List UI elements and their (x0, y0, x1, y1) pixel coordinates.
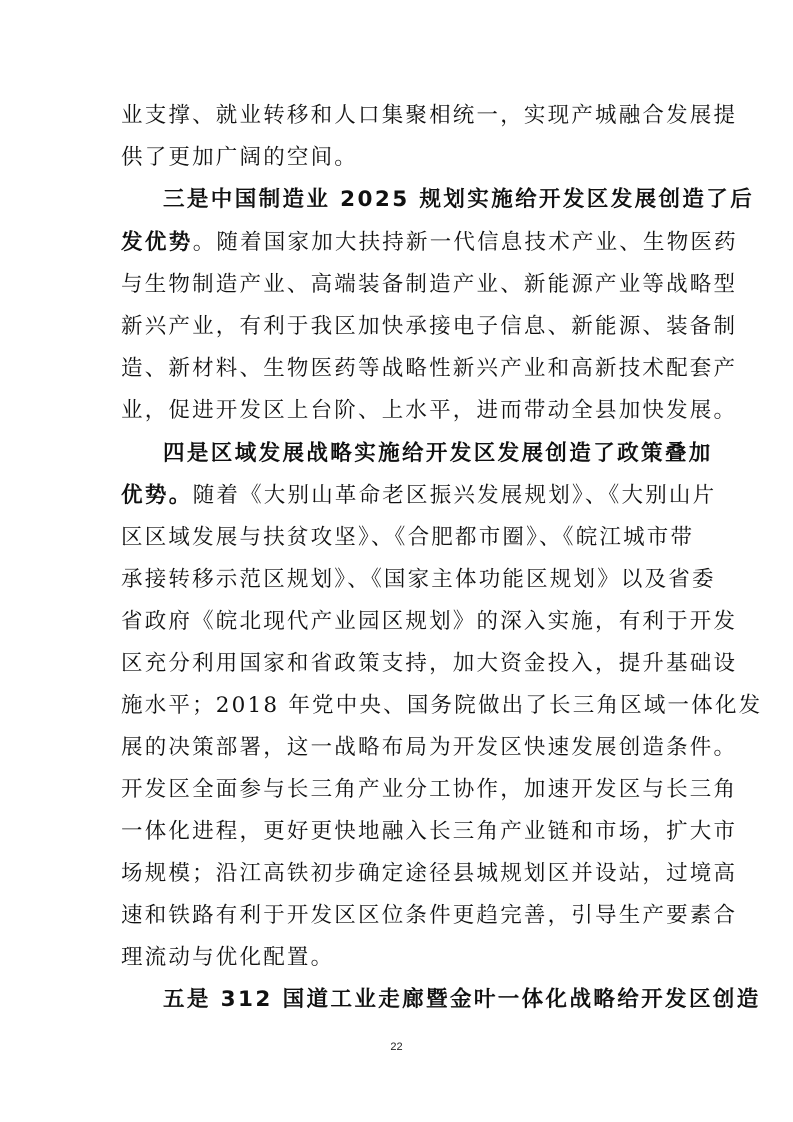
section-heading-4: 四是区域发展战略实施给开发区发展创造了政策叠加 (163, 441, 713, 466)
paragraph-line: 业支撑、就业转移和人口集聚相统一，实现产城融合发展提 (121, 103, 738, 128)
section-heading-4-tail: 优势。 (121, 483, 193, 508)
paragraph-line: 区充分利用国家和省政策支持，加大资金投入，提升基础设 (121, 651, 738, 676)
paragraph-line: 开发区全面参与长三角产业分工协作，加速开发区与长三角 (121, 777, 738, 802)
section-heading-5: 五是 312 国道工业走廊暨金叶一体化战略给开发区创造 (163, 987, 761, 1012)
paragraph-line: 区区域发展与扶贫攻坚》、《合肥都市圈》、《皖江城市带 (121, 525, 695, 550)
paragraph-line: 理流动与优化配置。 (121, 945, 335, 970)
paragraph-text: 随着《大别山革命老区振兴发展规划》、《大别山片 (192, 483, 717, 508)
paragraph-line: 施水平；2018 年党中央、国务院做出了长三角区域一体化发 (121, 693, 763, 718)
section-heading-3-tail: 发优势 (121, 230, 193, 255)
section-heading-3: 三是中国制造业 2025 规划实施给开发区发展创造了后 (163, 187, 755, 212)
paragraph-line: 与生物制造产业、高端装备制造产业、新能源产业等战略型 (121, 272, 738, 297)
paragraph-line: 展的决策部署，这一战略布局为开发区快速发展创造条件。 (121, 735, 738, 760)
paragraph-line: 造、新材料、生物医药等战略性新兴产业和高新技术配套产 (121, 356, 738, 381)
paragraph-line: 速和铁路有利于开发区区位条件更趋完善，引导生产要素合 (121, 903, 738, 928)
paragraph-line (121, 223, 738, 263)
paragraph-line (121, 476, 717, 516)
paragraph-line: 场规模；沿江高铁初步确定途径县城规划区并设站，过境高 (121, 861, 738, 886)
paragraph-line: 业，促进开发区上台阶、上水平，进而带动全县加快发展。 (121, 398, 738, 423)
page-number: 22 (390, 1041, 403, 1053)
paragraph-line: 供了更加广阔的空间。 (121, 145, 359, 170)
paragraph-text: 。随着国家加大扶持新一代信息技术产业、生物医药 (192, 230, 738, 255)
paragraph-line: 省政府《皖北现代产业园区规划》的深入实施，有利于开发 (121, 609, 738, 634)
paragraph-line: 一体化进程，更好更快地融入长三角产业链和市场，扩大市 (121, 819, 738, 844)
paragraph-line: 新兴产业，有利于我区加快承接电子信息、新能源、装备制 (121, 314, 738, 339)
paragraph-line: 承接转移示范区规划》、《国家主体功能区规划》以及省委 (121, 567, 716, 592)
